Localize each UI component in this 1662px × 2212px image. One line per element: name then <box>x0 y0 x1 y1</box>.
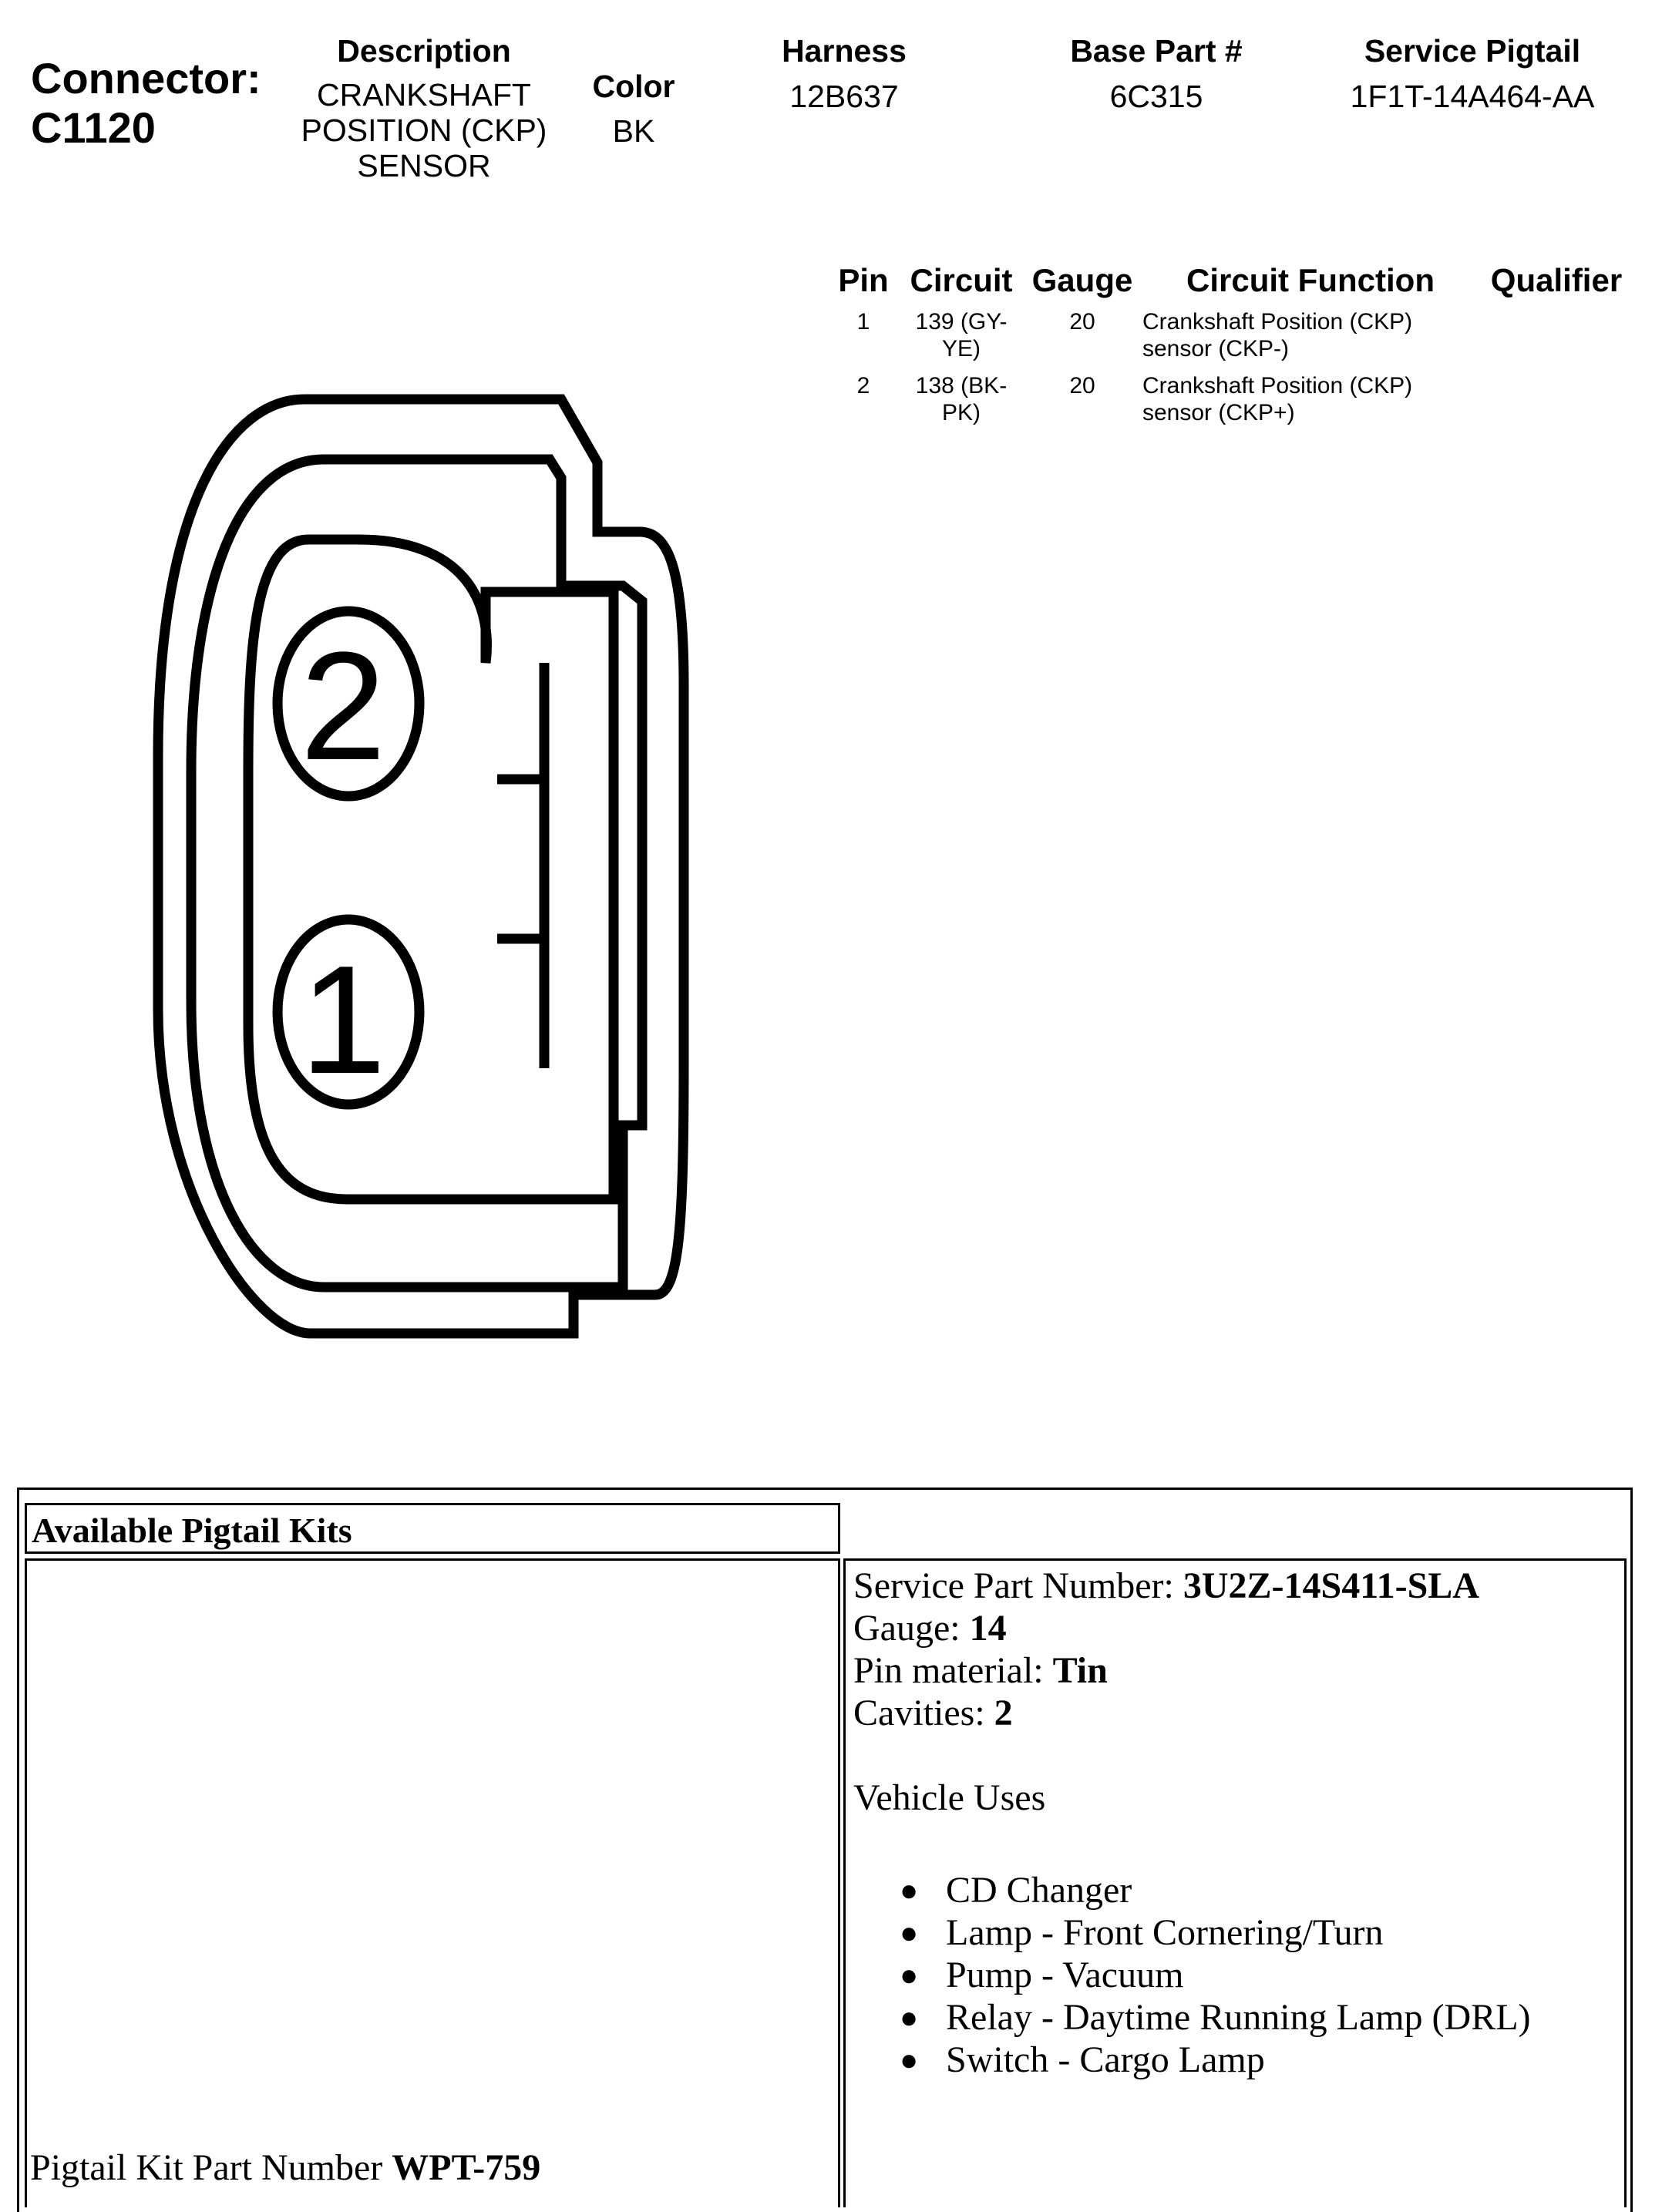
description-line: POSITION (CKP) <box>301 113 547 148</box>
gauge-label: Gauge: <box>853 1608 970 1649</box>
harness-header: Harness <box>782 33 907 69</box>
list-item <box>900 1996 1531 2039</box>
description-line: SENSOR <box>357 148 491 183</box>
list-item <box>900 1911 1531 1954</box>
connector-id: C1120 <box>31 103 156 152</box>
color-value: BK <box>612 113 655 149</box>
color-header: Color <box>592 69 675 104</box>
pin-material-line <box>853 1649 1479 1692</box>
kit-part-number <box>30 2146 540 2189</box>
pin-1-label: 1 <box>300 934 386 1106</box>
connector-outer-shell <box>158 399 684 1333</box>
service-part-line <box>853 1565 1479 1607</box>
harness-value: 12B637 <box>789 79 899 114</box>
function-line: Crankshaft Position (CKP) <box>1142 309 1413 334</box>
description-line: CRANKSHAFT <box>317 77 531 113</box>
service-part-label: Service Part Number: <box>853 1565 1183 1606</box>
gauge-column-header: Gauge <box>1031 262 1133 298</box>
circuit-line: YE) <box>941 336 981 361</box>
qualifier-column-header: Qualifier <box>1490 262 1623 298</box>
pin-cell: 2 <box>856 373 870 398</box>
pigtail-details-panel <box>843 1558 1627 2207</box>
service-part-value: 3U2Z-14S411-SLA <box>1183 1565 1479 1606</box>
function-column-header: Circuit Function <box>1186 262 1435 298</box>
vehicle-use-text: Pump - Vacuum <box>946 1955 1184 1995</box>
cavities-value: 2 <box>994 1693 1013 1733</box>
bullet-icon: ● <box>900 1958 919 1992</box>
kit-part-value: WPT-759 <box>392 2147 541 2188</box>
service-pigtail-header: Service Pigtail <box>1364 33 1581 69</box>
vehicle-uses-list <box>900 1869 1531 2081</box>
connector-face-diagram <box>0 0 771 1387</box>
function-line: Crankshaft Position (CKP) <box>1142 373 1413 398</box>
pigtail-title: Available Pigtail Kits <box>32 1511 352 1550</box>
pigtail-title-box <box>25 1503 840 1554</box>
circuit-cell <box>903 372 1019 426</box>
function-line: sensor (CKP+) <box>1142 400 1295 425</box>
connector-label: Connector: <box>31 54 261 103</box>
base-part-value: 6C315 <box>1109 79 1203 114</box>
function-cell <box>1142 372 1482 426</box>
connector-inner-shell <box>191 459 642 1287</box>
gauge-line <box>853 1607 1479 1649</box>
list-item <box>900 1954 1531 1996</box>
bullet-icon: ● <box>900 1915 919 1950</box>
circuit-line: PK) <box>941 400 981 425</box>
base-part-header: Base Part # <box>1070 33 1243 69</box>
circuit-line: 139 (GY- <box>915 309 1008 334</box>
list-item <box>900 2039 1531 2081</box>
circuit-line: 138 (BK- <box>915 373 1008 398</box>
cavities-label: Cavities: <box>853 1693 994 1733</box>
pigtail-image-panel <box>25 1558 840 2207</box>
circuit-column-header: Circuit <box>910 262 1013 298</box>
vehicle-use-text: Switch - Cargo Lamp <box>946 2039 1265 2080</box>
vehicle-uses-label: Vehicle Uses <box>853 1777 1046 1818</box>
pigtail-specs <box>853 1565 1479 1819</box>
circuit-cell <box>903 308 1019 362</box>
vehicle-use-text: CD Changer <box>946 1870 1132 1911</box>
pin-material-value: Tin <box>1052 1650 1108 1691</box>
pin-2-label: 2 <box>300 620 386 792</box>
gauge-cell: 20 <box>1069 309 1095 334</box>
function-cell <box>1142 308 1482 362</box>
bullet-icon: ● <box>900 1873 919 1908</box>
vehicle-use-text: Lamp - Front Cornering/Turn <box>946 1912 1384 1953</box>
bullet-icon: ● <box>900 2042 919 2077</box>
function-line: sensor (CKP-) <box>1142 336 1290 361</box>
gauge-cell: 20 <box>1069 373 1095 398</box>
description-header: Description <box>337 33 511 69</box>
vehicle-use-text: Relay - Daytime Running Lamp (DRL) <box>946 1997 1531 2038</box>
gauge-value: 14 <box>969 1608 1007 1649</box>
pin-column-header: Pin <box>838 262 889 298</box>
bullet-icon: ● <box>900 2000 919 2035</box>
service-pigtail-value: 1F1T-14A464-AA <box>1350 79 1595 114</box>
cavities-line <box>853 1692 1479 1734</box>
pin-material-label: Pin material: <box>853 1650 1053 1691</box>
pin-cell: 1 <box>856 309 870 334</box>
list-item <box>900 1869 1531 1911</box>
kit-part-label: Pigtail Kit Part Number <box>30 2147 392 2188</box>
